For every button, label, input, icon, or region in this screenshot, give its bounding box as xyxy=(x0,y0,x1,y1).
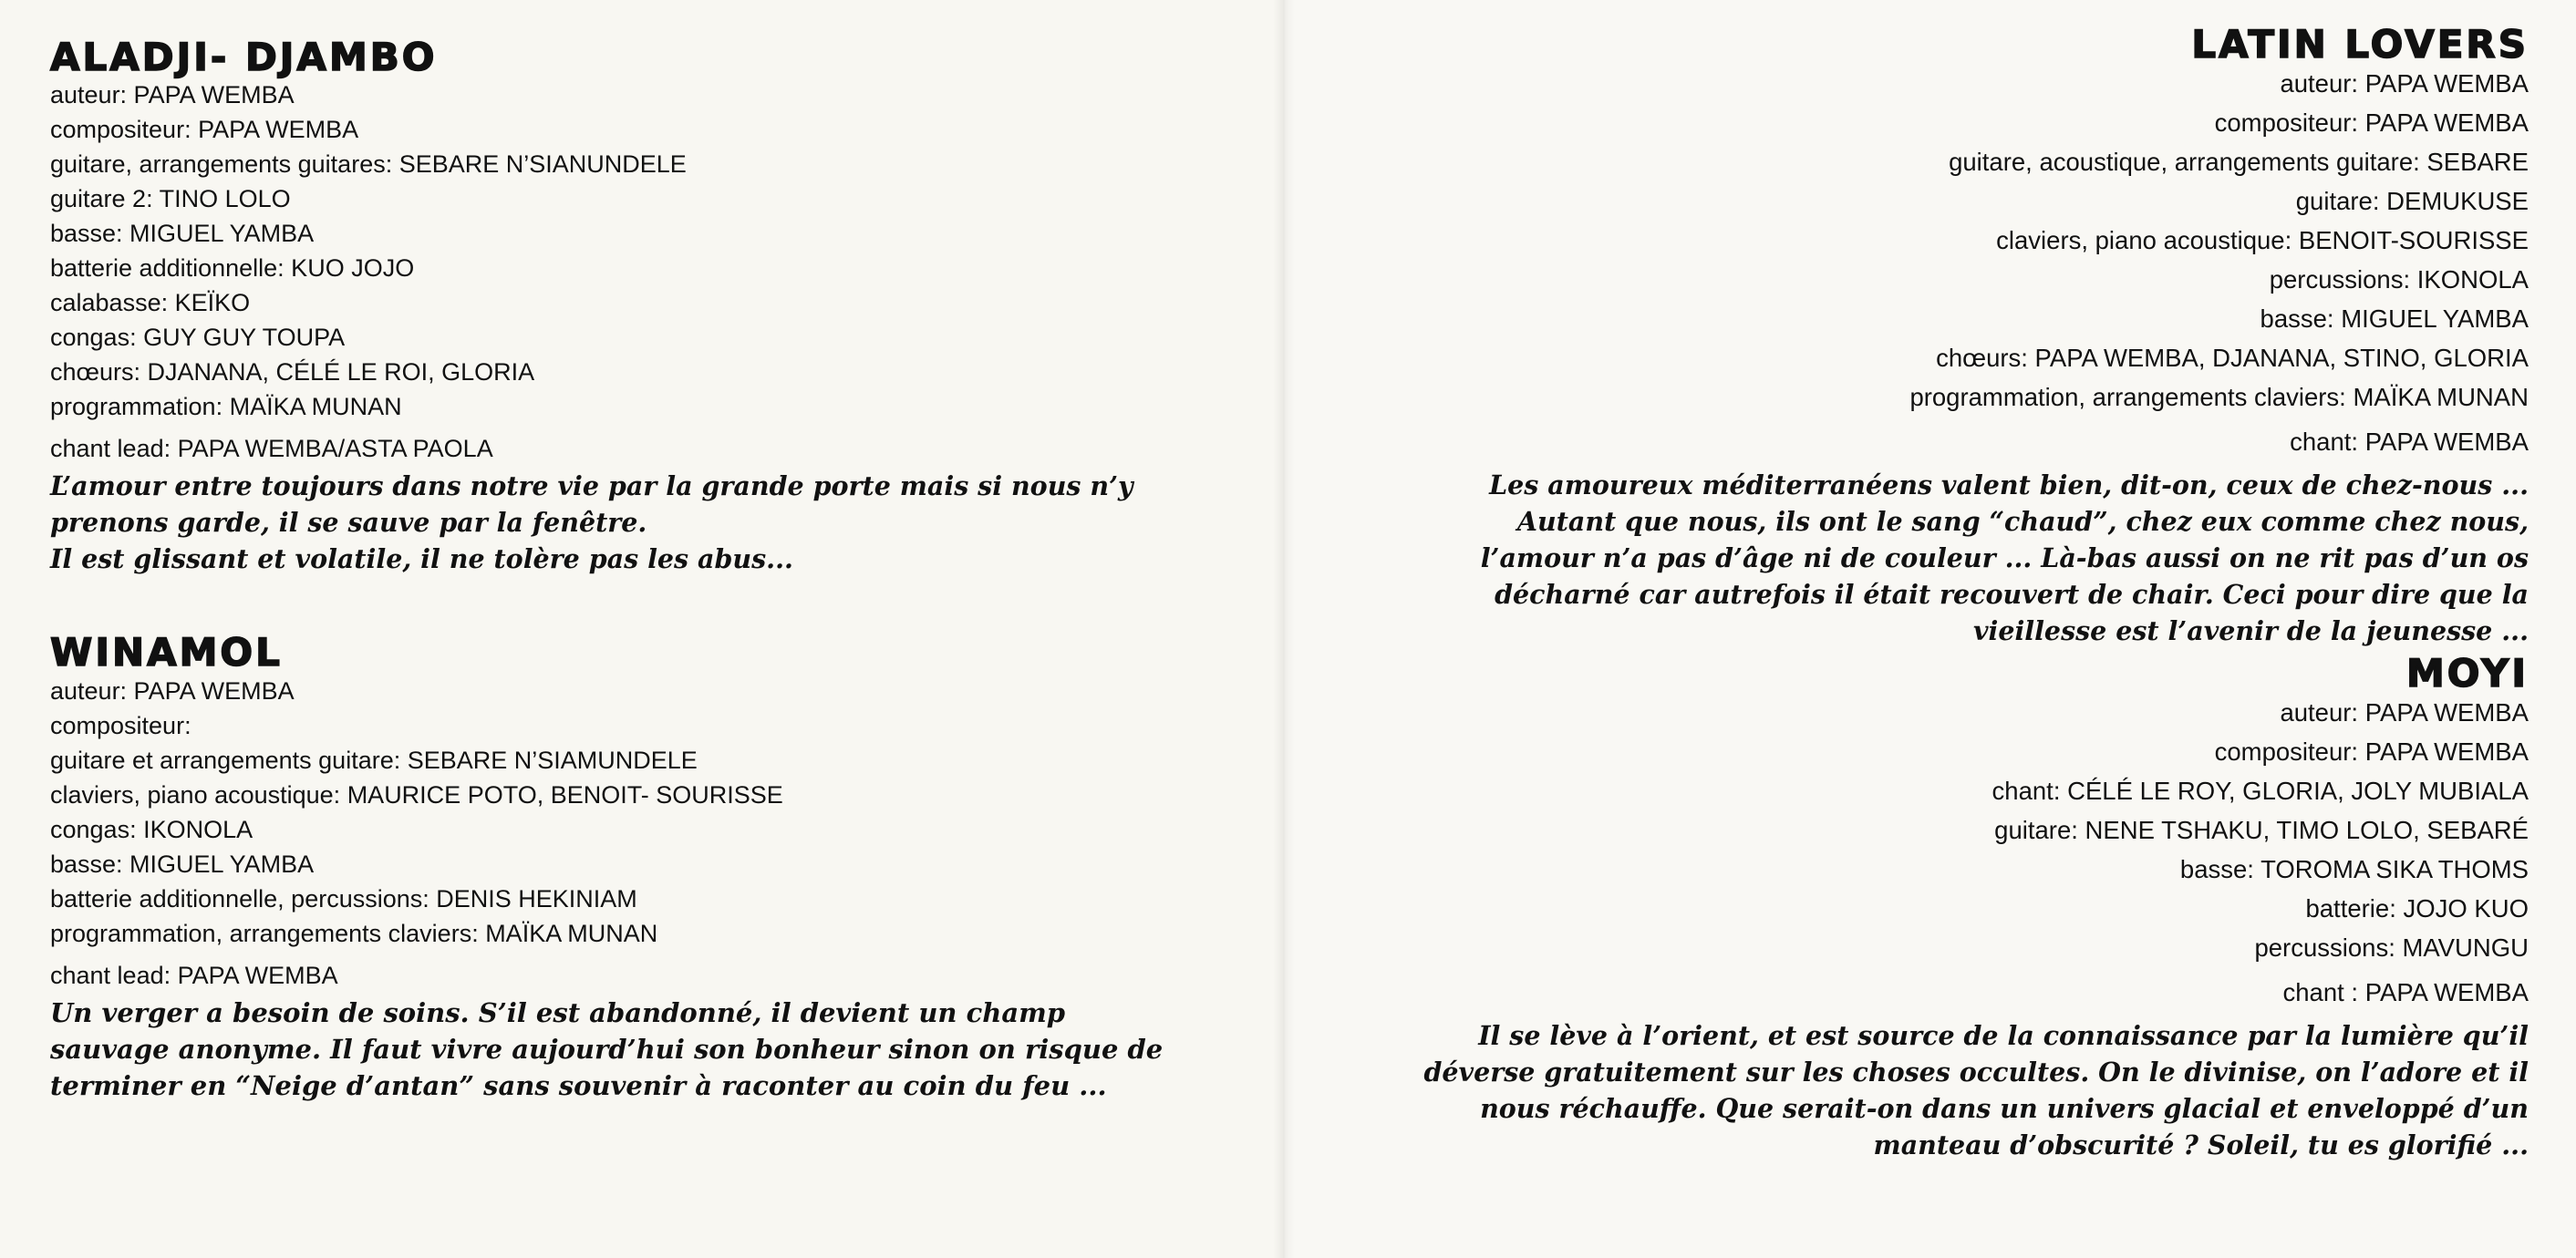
track-title: ALADJI- DJAMBO xyxy=(50,35,438,79)
credit-line: guitare, acoustique, arrangements guitare: SEBARE xyxy=(1949,148,2529,176)
track-title: LATIN LOVERS xyxy=(2191,22,2529,67)
credit-line: programmation: MAÏKA MUNAN xyxy=(50,393,402,420)
credit-line: basse: MIGUEL YAMBA xyxy=(50,851,315,878)
credit-line: claviers, piano acoustique: MAURICE POTO, BENOIT- SOURISSE xyxy=(50,781,783,809)
credit-line: chant lead: PAPA WEMBA xyxy=(50,962,338,989)
credit-line: auteur: PAPA WEMBA xyxy=(2280,698,2529,727)
credit-line: chant: CÉLÉ LE ROY, GLORIA, JOLY MUBIALA xyxy=(1991,777,2529,805)
track-quote: Les amoureux méditerranéens valent bien, dit-on, ceux de chez-nous ... Autant que nous, ils ont le sang “chaud”, chez eux comme chez nous, l’amour n’a pas d’âge ni de couleur ... Là-bas aussi on ne rit pas d’un os décharné car autrefois il était recouvert de chair. Ceci pour dire que la vieillesse est l’avenir de la jeunesse ... xyxy=(1480,469,2529,646)
credit-line: chant: PAPA WEMBA xyxy=(2290,428,2529,456)
credit-line: congas: IKONOLA xyxy=(50,816,253,843)
credit-line: guitare, arrangements guitares: SEBARE N’SIANUNDELE xyxy=(50,150,687,178)
credit-line: programmation, arrangements claviers: MAÏKA MUNAN xyxy=(1909,383,2529,411)
credit-line: chant lead: PAPA WEMBA/ASTA PAOLA xyxy=(50,435,493,462)
credit-line: congas: GUY GUY TOUPA xyxy=(50,324,346,351)
credit-line: basse: TOROMA SIKA THOMS xyxy=(2179,855,2529,883)
track-aladji-djambo xyxy=(50,35,1133,577)
track-title: WINAMOL xyxy=(50,630,283,675)
credit-line: percussions: IKONOLA xyxy=(2269,265,2529,294)
track-winamol xyxy=(50,630,1164,1104)
credit-line: compositeur: PAPA WEMBA xyxy=(50,116,359,143)
track-moyi xyxy=(1423,651,2529,1163)
track-latin-lovers xyxy=(1480,22,2529,649)
credit-line: guitare et arrangements guitare: SEBARE N’SIAMUNDELE xyxy=(50,747,698,774)
credit-line: compositeur: PAPA WEMBA xyxy=(2214,108,2529,137)
track-quote: L’amour entre toujours dans notre vie par la grande porte mais si nous n’y prenons garde, il se sauve par la fenêtre. Il est glissant et volatile, il ne tolère pas les abus... xyxy=(50,470,1133,574)
credit-line: auteur: PAPA WEMBA xyxy=(2280,69,2529,98)
credit-line: basse: MIGUEL YAMBA xyxy=(2260,304,2529,333)
track-quote: Il se lève à l’orient, et est source de la connaissance par la lumière qu’il déverse gratuitement sur les choses occultes. On le divinise, on l’adore et il nous réchauffe. Que serait-on dans un univers glacial et enveloppé d’un manteau d’obscurité ? Soleil, tu es glorifié ... xyxy=(1423,1020,2529,1160)
credits-list xyxy=(1481,64,2529,461)
credit-line: guitare: NENE TSHAKU, TIMO LOLO, SEBARÉ xyxy=(1994,816,2529,844)
credit-line: batterie additionnelle, percussions: DENIS HEKINIAM xyxy=(50,885,637,913)
track-quote: Un verger a besoin de soins. S’il est abandonné, il devient un champ sauvage anonyme. Il faut vivre aujourd’hui son bonheur sinon on risque de terminer en “Neige d’antan” sans souvenir à raconter au coin du feu ... xyxy=(50,997,1164,1101)
credit-line: chœurs: DJANANA, CÉLÉ LE ROI, GLORIA xyxy=(50,358,535,386)
credit-line: auteur: PAPA WEMBA xyxy=(50,81,295,108)
credit-line: chœurs: PAPA WEMBA, DJANANA, STINO, GLORIA xyxy=(1936,344,2529,372)
track-title: MOYI xyxy=(2405,651,2529,696)
credit-line: calabasse: KEÏKO xyxy=(50,289,251,316)
credit-line: batterie additionnelle: KUO JOJO xyxy=(50,254,415,282)
credit-line: chant : PAPA WEMBA xyxy=(2282,978,2529,1006)
credit-line: batterie: JOJO KUO xyxy=(2305,894,2529,923)
credit-line: claviers, piano acoustique: BENOIT-SOURISSE xyxy=(1996,226,2529,254)
credits-list xyxy=(50,77,1133,466)
credit-line: compositeur: xyxy=(50,712,191,739)
credit-line: basse: MIGUEL YAMBA xyxy=(50,220,315,247)
credits-list xyxy=(1423,693,2529,1012)
credit-line: auteur: PAPA WEMBA xyxy=(50,677,295,705)
credit-line: compositeur: PAPA WEMBA xyxy=(2214,737,2529,766)
credits-list xyxy=(50,674,1163,993)
credit-line: guitare 2: TINO LOLO xyxy=(50,185,291,212)
credit-line: percussions: MAVUNGU xyxy=(2254,933,2529,962)
credit-line: guitare: DEMUKUSE xyxy=(2295,187,2529,215)
credit-line: programmation, arrangements claviers: MAÏKA MUNAN xyxy=(50,920,658,947)
booklet-fold xyxy=(1273,0,1295,1258)
